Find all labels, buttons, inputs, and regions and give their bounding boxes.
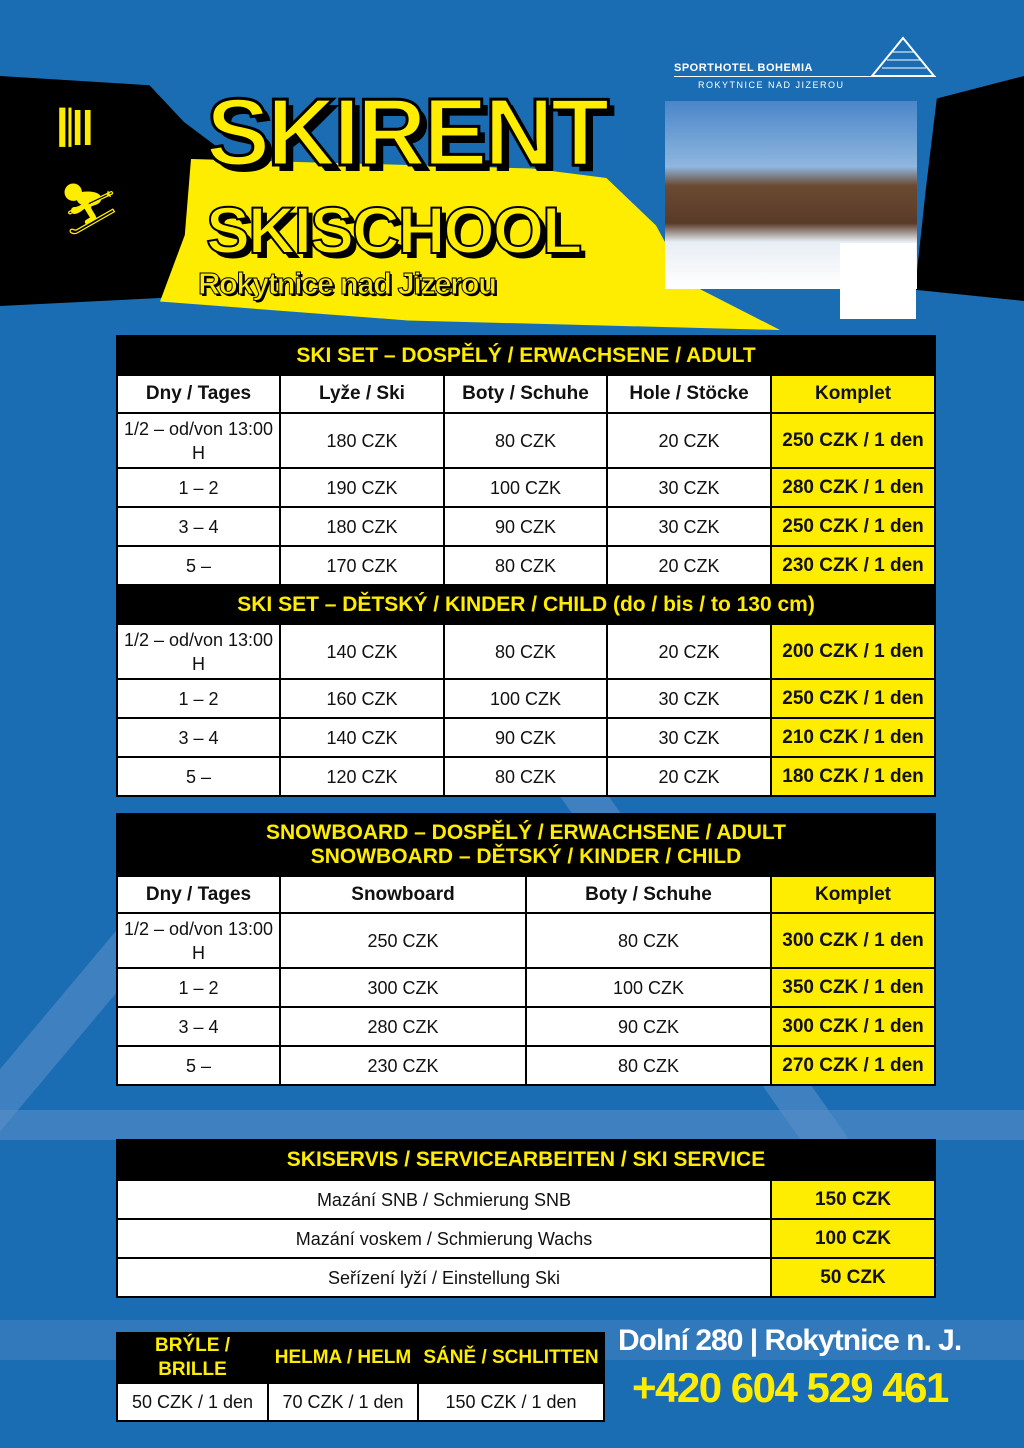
- table-row: [117, 718, 935, 757]
- table-cell: 1 – 2: [117, 968, 280, 1007]
- table-cell: 1 – 2: [117, 468, 280, 507]
- snowboard-title: [117, 814, 935, 876]
- price-total-cell: 150 CZK: [771, 1180, 935, 1219]
- phone-number[interactable]: +420 604 529 461: [632, 1364, 948, 1411]
- table-cell: 20 CZK: [607, 757, 771, 796]
- table-cell: 100 CZK: [444, 468, 607, 507]
- table-row: [117, 679, 935, 718]
- table-cell: 3 – 4: [117, 507, 280, 546]
- table-cell: 1/2 – od/von 13:00 H: [117, 413, 280, 468]
- table-cell: 3 – 4: [117, 1007, 280, 1046]
- table-row: [117, 546, 935, 585]
- price-total-cell: 300 CZK / 1 den: [771, 1007, 935, 1046]
- table-cell: 160 CZK: [280, 679, 444, 718]
- column-header: Dny / Tages: [117, 375, 280, 413]
- table-cell: 230 CZK: [280, 1046, 526, 1085]
- table-cell: 180 CZK: [280, 507, 444, 546]
- hotel-location: ROKYTNICE NAD JIZEROU: [698, 80, 845, 90]
- hotel-logo: [674, 36, 936, 94]
- table-cell: 5 –: [117, 757, 280, 796]
- table-row: [117, 1046, 935, 1085]
- hotel-name: SPORTHOTEL BOHEMIA: [674, 62, 813, 74]
- extras-price: 150 CZK / 1 den: [418, 1383, 604, 1421]
- table-cell: 5 –: [117, 546, 280, 585]
- table-cell: 20 CZK: [607, 413, 771, 468]
- table-row: [117, 507, 935, 546]
- qr-code[interactable]: [840, 243, 916, 319]
- price-total-cell: 350 CZK / 1 den: [771, 968, 935, 1007]
- table-cell: 80 CZK: [444, 413, 607, 468]
- column-header: Lyže / Ski: [280, 375, 444, 413]
- table-cell: 280 CZK: [280, 1007, 526, 1046]
- column-header: Komplet: [771, 375, 935, 413]
- service-title: SKISERVIS / SERVICEARBEITEN / SKI SERVICE: [117, 1140, 935, 1180]
- ski-icon: 𝄃‖: [60, 103, 95, 156]
- snowboard-title-adult: SNOWBOARD – DOSPĚLÝ / ERWACHSENE / ADULT: [266, 821, 786, 844]
- table-cell: 20 CZK: [607, 546, 771, 585]
- page-title: SKIRENT: [206, 79, 607, 186]
- table-cell: 170 CZK: [280, 546, 444, 585]
- table-row: [117, 1180, 935, 1219]
- header-black-right: [915, 76, 1024, 301]
- table-cell: 3 – 4: [117, 718, 280, 757]
- table-row: [117, 624, 935, 679]
- table-cell: 100 CZK: [526, 968, 771, 1007]
- ski-set-table: [116, 335, 936, 797]
- table-cell: 1 – 2: [117, 679, 280, 718]
- table-cell: 140 CZK: [280, 624, 444, 679]
- table-cell: 90 CZK: [526, 1007, 771, 1046]
- skiers-icon: ⛷: [58, 181, 122, 237]
- price-total-cell: 250 CZK / 1 den: [771, 679, 935, 718]
- table-row: [117, 757, 935, 796]
- price-total-cell: 250 CZK / 1 den: [771, 413, 935, 468]
- ski-adult-title: SKI SET – DOSPĚLÝ / ERWACHSENE / ADULT: [117, 336, 935, 375]
- bg-stripe: [0, 1110, 1024, 1140]
- table-cell: 300 CZK: [280, 968, 526, 1007]
- extras-table: [116, 1332, 605, 1422]
- snowboard-table: [116, 813, 936, 1086]
- table-row: [117, 1258, 935, 1297]
- table-cell: 250 CZK: [280, 913, 526, 968]
- table-cell: 180 CZK: [280, 413, 444, 468]
- extras-header: SÁNĚ / SCHLITTEN: [418, 1333, 604, 1383]
- price-total-cell: 200 CZK / 1 den: [771, 624, 935, 679]
- price-total-cell: 300 CZK / 1 den: [771, 913, 935, 968]
- table-cell: 80 CZK: [444, 624, 607, 679]
- column-header: Boty / Schuhe: [526, 876, 771, 913]
- price-total-cell: 250 CZK / 1 den: [771, 507, 935, 546]
- service-table: [116, 1139, 936, 1298]
- table-cell: 5 –: [117, 1046, 280, 1085]
- table-cell: Mazání SNB / Schmierung SNB: [117, 1180, 771, 1219]
- price-total-cell: 270 CZK / 1 den: [771, 1046, 935, 1085]
- table-row: [117, 468, 935, 507]
- table-cell: 120 CZK: [280, 757, 444, 796]
- table-cell: 190 CZK: [280, 468, 444, 507]
- column-header: Hole / Stöcke: [607, 375, 771, 413]
- table-cell: 1/2 – od/von 13:00 H: [117, 913, 280, 968]
- table-cell: 30 CZK: [607, 718, 771, 757]
- table-row: [117, 1219, 935, 1258]
- price-total-cell: 210 CZK / 1 den: [771, 718, 935, 757]
- table-cell: Seřízení lyží / Einstellung Ski: [117, 1258, 771, 1297]
- table-cell: 30 CZK: [607, 507, 771, 546]
- extras-header: BRÝLE / BRILLE: [117, 1333, 268, 1383]
- address: Dolní 280 | Rokytnice n. J.: [618, 1324, 962, 1357]
- price-total-cell: 50 CZK: [771, 1258, 935, 1297]
- extras-header: HELMA / HELM: [268, 1333, 418, 1383]
- extras-price: 70 CZK / 1 den: [268, 1383, 418, 1421]
- table-cell: 1/2 – od/von 13:00 H: [117, 624, 280, 679]
- price-total-cell: 280 CZK / 1 den: [771, 468, 935, 507]
- table-row: [117, 1007, 935, 1046]
- table-row: [117, 913, 935, 968]
- column-header: Boty / Schuhe: [444, 375, 607, 413]
- extras-price: 50 CZK / 1 den: [117, 1383, 268, 1421]
- table-row: [117, 968, 935, 1007]
- table-cell: 140 CZK: [280, 718, 444, 757]
- column-header: Komplet: [771, 876, 935, 913]
- triangle-logo-icon: [870, 36, 936, 78]
- column-header: Dny / Tages: [117, 876, 280, 913]
- column-header: Snowboard: [280, 876, 526, 913]
- table-cell: 30 CZK: [607, 679, 771, 718]
- table-cell: 80 CZK: [526, 1046, 771, 1085]
- price-total-cell: 180 CZK / 1 den: [771, 757, 935, 796]
- table-cell: 90 CZK: [444, 507, 607, 546]
- table-cell: 80 CZK: [526, 913, 771, 968]
- table-cell: 90 CZK: [444, 718, 607, 757]
- table-cell: 100 CZK: [444, 679, 607, 718]
- table-cell: 80 CZK: [444, 546, 607, 585]
- table-cell: 80 CZK: [444, 757, 607, 796]
- table-cell: Mazání voskem / Schmierung Wachs: [117, 1219, 771, 1258]
- location-text: Rokytnice nad Jizerou: [198, 266, 496, 301]
- price-total-cell: 230 CZK / 1 den: [771, 546, 935, 585]
- price-total-cell: 100 CZK: [771, 1219, 935, 1258]
- snowboard-title-child: SNOWBOARD – DĚTSKÝ / KINDER / CHILD: [310, 845, 742, 868]
- table-cell: 20 CZK: [607, 624, 771, 679]
- ski-child-title: SKI SET – DĚTSKÝ / KINDER / CHILD (do / bis / to 130 cm): [117, 585, 935, 624]
- page-subtitle: SKISCHOOL: [206, 193, 581, 267]
- table-row: [117, 413, 935, 468]
- table-cell: 30 CZK: [607, 468, 771, 507]
